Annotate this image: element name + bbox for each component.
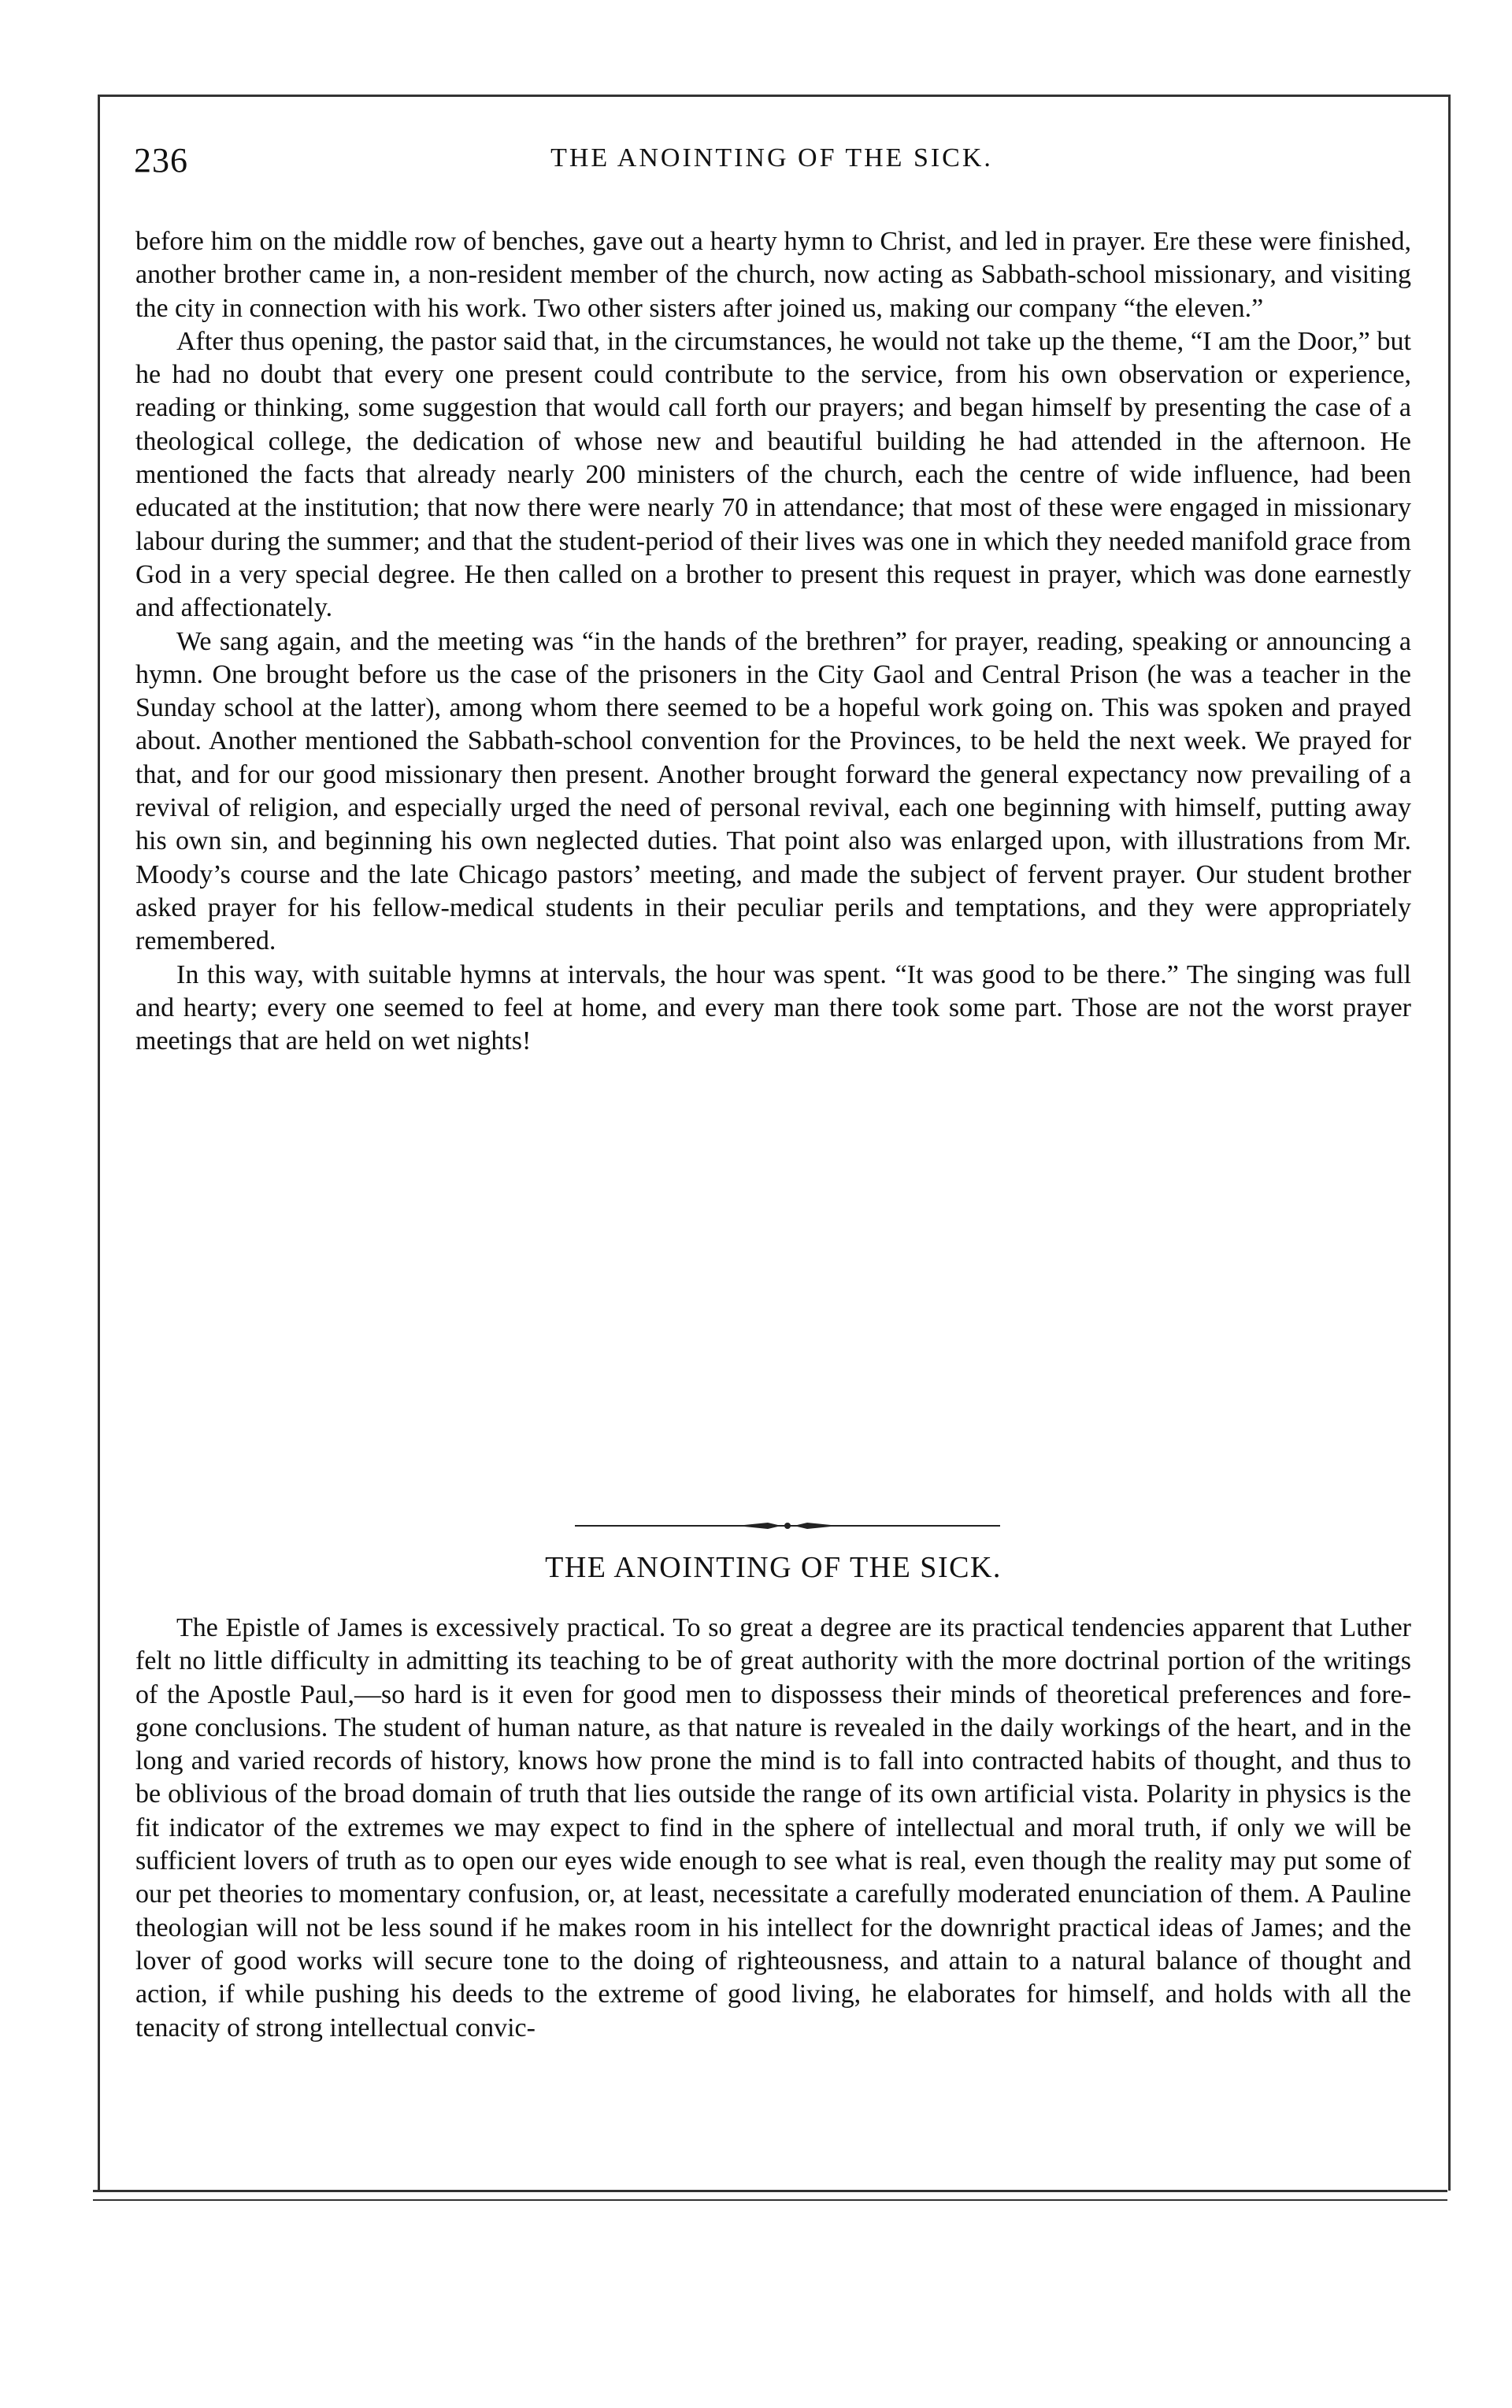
page-number: 236 xyxy=(134,141,188,180)
article-continuation xyxy=(135,225,1411,1058)
section-divider-ornament xyxy=(575,1520,1000,1531)
page-header xyxy=(134,140,1410,187)
paragraph: In this way, with suitable hymns at intervals, the hour was spent. “It was good to be there.” The singing was full and hearty; every one seemed to feel at home, and every man there took some part. Those are not the worst prayer meetings that are held on wet nights! xyxy=(135,959,1411,1056)
bottom-rule-secondary xyxy=(93,2199,1447,2201)
paragraph: The Epistle of James is excessively practical. To so great a degree are its practical tendencies apparent that Luther felt no little difficulty in admitting its teaching to be of great authority with the more doctrinal portion of the writings of the Apostle Paul,—so hard is it even for good men to dispossess their minds of theoretical preferences and fore-gone conclusions. The student of human nature, as that nature is revealed in the daily workings of the heart, and in the long and varied records of history, knows how prone the mind is to fall into contracted habits of thought, and thus to be oblivious of the broad domain of truth that lies outside the range of its own artificial vista. Polarity in physics is the fit indicator of the extremes we may expect to find in the sphere of intellectual and moral truth, if only we will be sufficient lovers of truth as to open our eyes wide enough to see what is real, even though the reality may put some of our pet theories to momentary confusion, or, at least, necessitate a carefully moderated enunciation of them. A Pauline theologian will not be less sound if he makes room in his intellect for the downright practical ideas of James; and the lover of good works will secure tone to the doing of righteousness, and attain to a natural balance of thought and action, if while pushing his deeds to the extreme of good living, he elaborates for himself, and holds with all the tenacity of strong intellectual convic- xyxy=(135,1613,1411,2043)
paragraph: After thus opening, the pastor said that, in the circumstances, he would not take up the theme, “I am the Door,” but he had no doubt that every one present could contribute to the service, from his own observation or experience, reading or thinking, some suggestion that would call forth our prayers; and began himself by presenting the case of a theological college, the dedication of whose new and beautiful building he had attended in the afternoon. He mentioned the facts that already nearly 200 ministers of the church, each the centre of wide influence, had been educated at the institution; that now there were nearly 70 in attendance; that most of these were engaged in missionary labour during the summer; and that the student-period of their lives was one in which they needed manifold grace from God in a very special degree. He then called on a brother to present this request in prayer, which was done earnestly and affectionately. xyxy=(135,326,1411,623)
running-title: THE ANOINTING OF THE SICK. xyxy=(550,143,993,173)
article-body xyxy=(135,1612,1411,2045)
paragraph: before him on the middle row of benches, gave out a hearty hymn to Christ, and led in prayer. Ere these were finished, another brother came in, a non-resident member of the church, now acting as Sabbath-school missionary, and visiting the city in connection with his work. Two other sisters after joined us, making our company “the eleven.” xyxy=(135,227,1411,323)
section-heading: THE ANOINTING OF THE SICK. xyxy=(545,1551,1002,1584)
paragraph: We sang again, and the meeting was “in the hands of the brethren” for prayer, reading, speaking or announcing a hymn. One brought before us the case of the prisoners in the City Gaol and Central Prison (he was a teacher in the Sunday school at the latter), among whom there seemed to be a hopeful work going on. This was spoken and prayed about. Another mentioned the Sabbath-school convention for the Provinces, to be held the next week. We prayed for that, and for our good missionary then present. Another brought forward the general expectancy now prevailing of a revival of religion, and especially urged the need of personal revival, each one beginning with himself, putting away his own sin, and beginning his own neglected duties. That point also was enlarged upon, with illustrations from Mr. Moody’s course and the late Chicago pastors’ meeting, and made the subject of fervent prayer. Our student brother asked prayer for his fellow-medical students in their peculiar perils and temptations, and they were appropriately remembered. xyxy=(135,626,1411,956)
bottom-rule xyxy=(93,2190,1447,2192)
